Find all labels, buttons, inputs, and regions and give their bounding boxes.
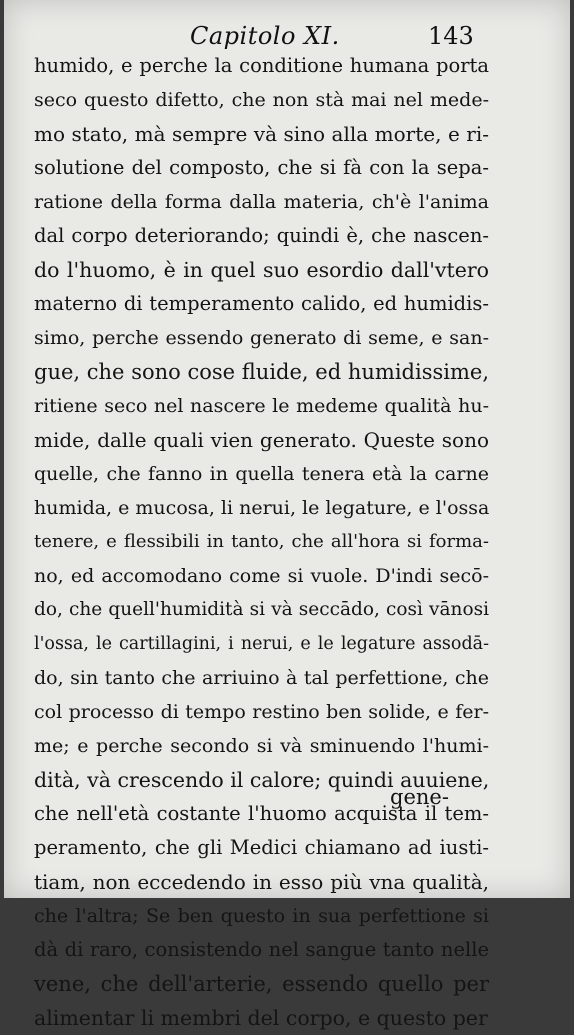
text-line: ritiene seco nel nascere le medeme qualità hu- [34,395,489,417]
text-line: mo stato, mà sempre và sino alla morte, e ri- [34,122,489,146]
catchword: gene- [390,785,449,809]
text-line: do, che quell'humidità si và seccādo, così vānosi [34,599,489,620]
text-line: me; e perche secondo si và sminuendo l'humi- [34,735,489,757]
text-line: quelle, che fanno in quella tenera età la carne [34,463,489,485]
text-line: tiam, non eccedendo in esso più vna qualità, [34,870,489,894]
body-text [34,49,489,1035]
text-line: peramento, che gli Medici chiamano ad iusti- [34,836,489,859]
text-line: che l'altra; Se ben questo in sua perfettione si [34,905,489,927]
text-line: tenere, e flessibili in tanto, che all'hora si forma- [34,531,489,552]
text-line: vene, che dell'arterie, essendo quello per [34,972,489,996]
page-header [4,22,570,52]
text-line: dità, và crescendo il calore; quindi auuiene, [34,768,490,792]
text-line: dà di raro, consistendo nel sangue tanto nelle [34,938,489,961]
text-line: col processo di tempo restino ben solide, e fer- [34,701,489,723]
text-line: seco questo difetto, che non stà mai nel mede- [34,89,489,111]
text-line: humida, e mucosa, li nerui, le legature, e l'ossa [34,497,490,519]
page-number: 143 [428,22,474,50]
text-line: gue, che sono cose fluide, ed humidissime, [34,360,489,384]
text-line: l'ossa, le cartillagini, i nerui, e le legature assodā- [34,634,489,654]
text-line: simo, perche essendo generato di seme, e san- [34,327,489,349]
book-page [4,0,570,1030]
text-line: do l'huomo, è in quel suo esordio dall'vtero [34,258,489,282]
text-line: ratione della forma dalla materia, ch'è l'anima [34,191,489,213]
text-line: no, ed accomodano come si vuole. D'indi secō- [34,565,489,587]
text-line: humido, e perche la conditione humana porta [34,54,489,77]
text-line: do, sin tanto che arriuino à tal perfettione, che [34,667,489,689]
text-line: alimentar li membri del corpo, e questo per [34,1006,488,1030]
text-line: dal corpo deteriorando; quindi è, che nascen- [34,224,489,247]
text-line: solutione del composto, che si fà con la sepa- [34,156,489,179]
running-title: Capitolo XI. [190,22,340,50]
text-line: che nell'età costante l'huomo acquista il tem- [34,802,489,825]
text-line: mide, dalle quali vien generato. Queste sono [34,428,489,452]
text-line: materno di temperamento calido, ed humidis- [34,292,489,315]
